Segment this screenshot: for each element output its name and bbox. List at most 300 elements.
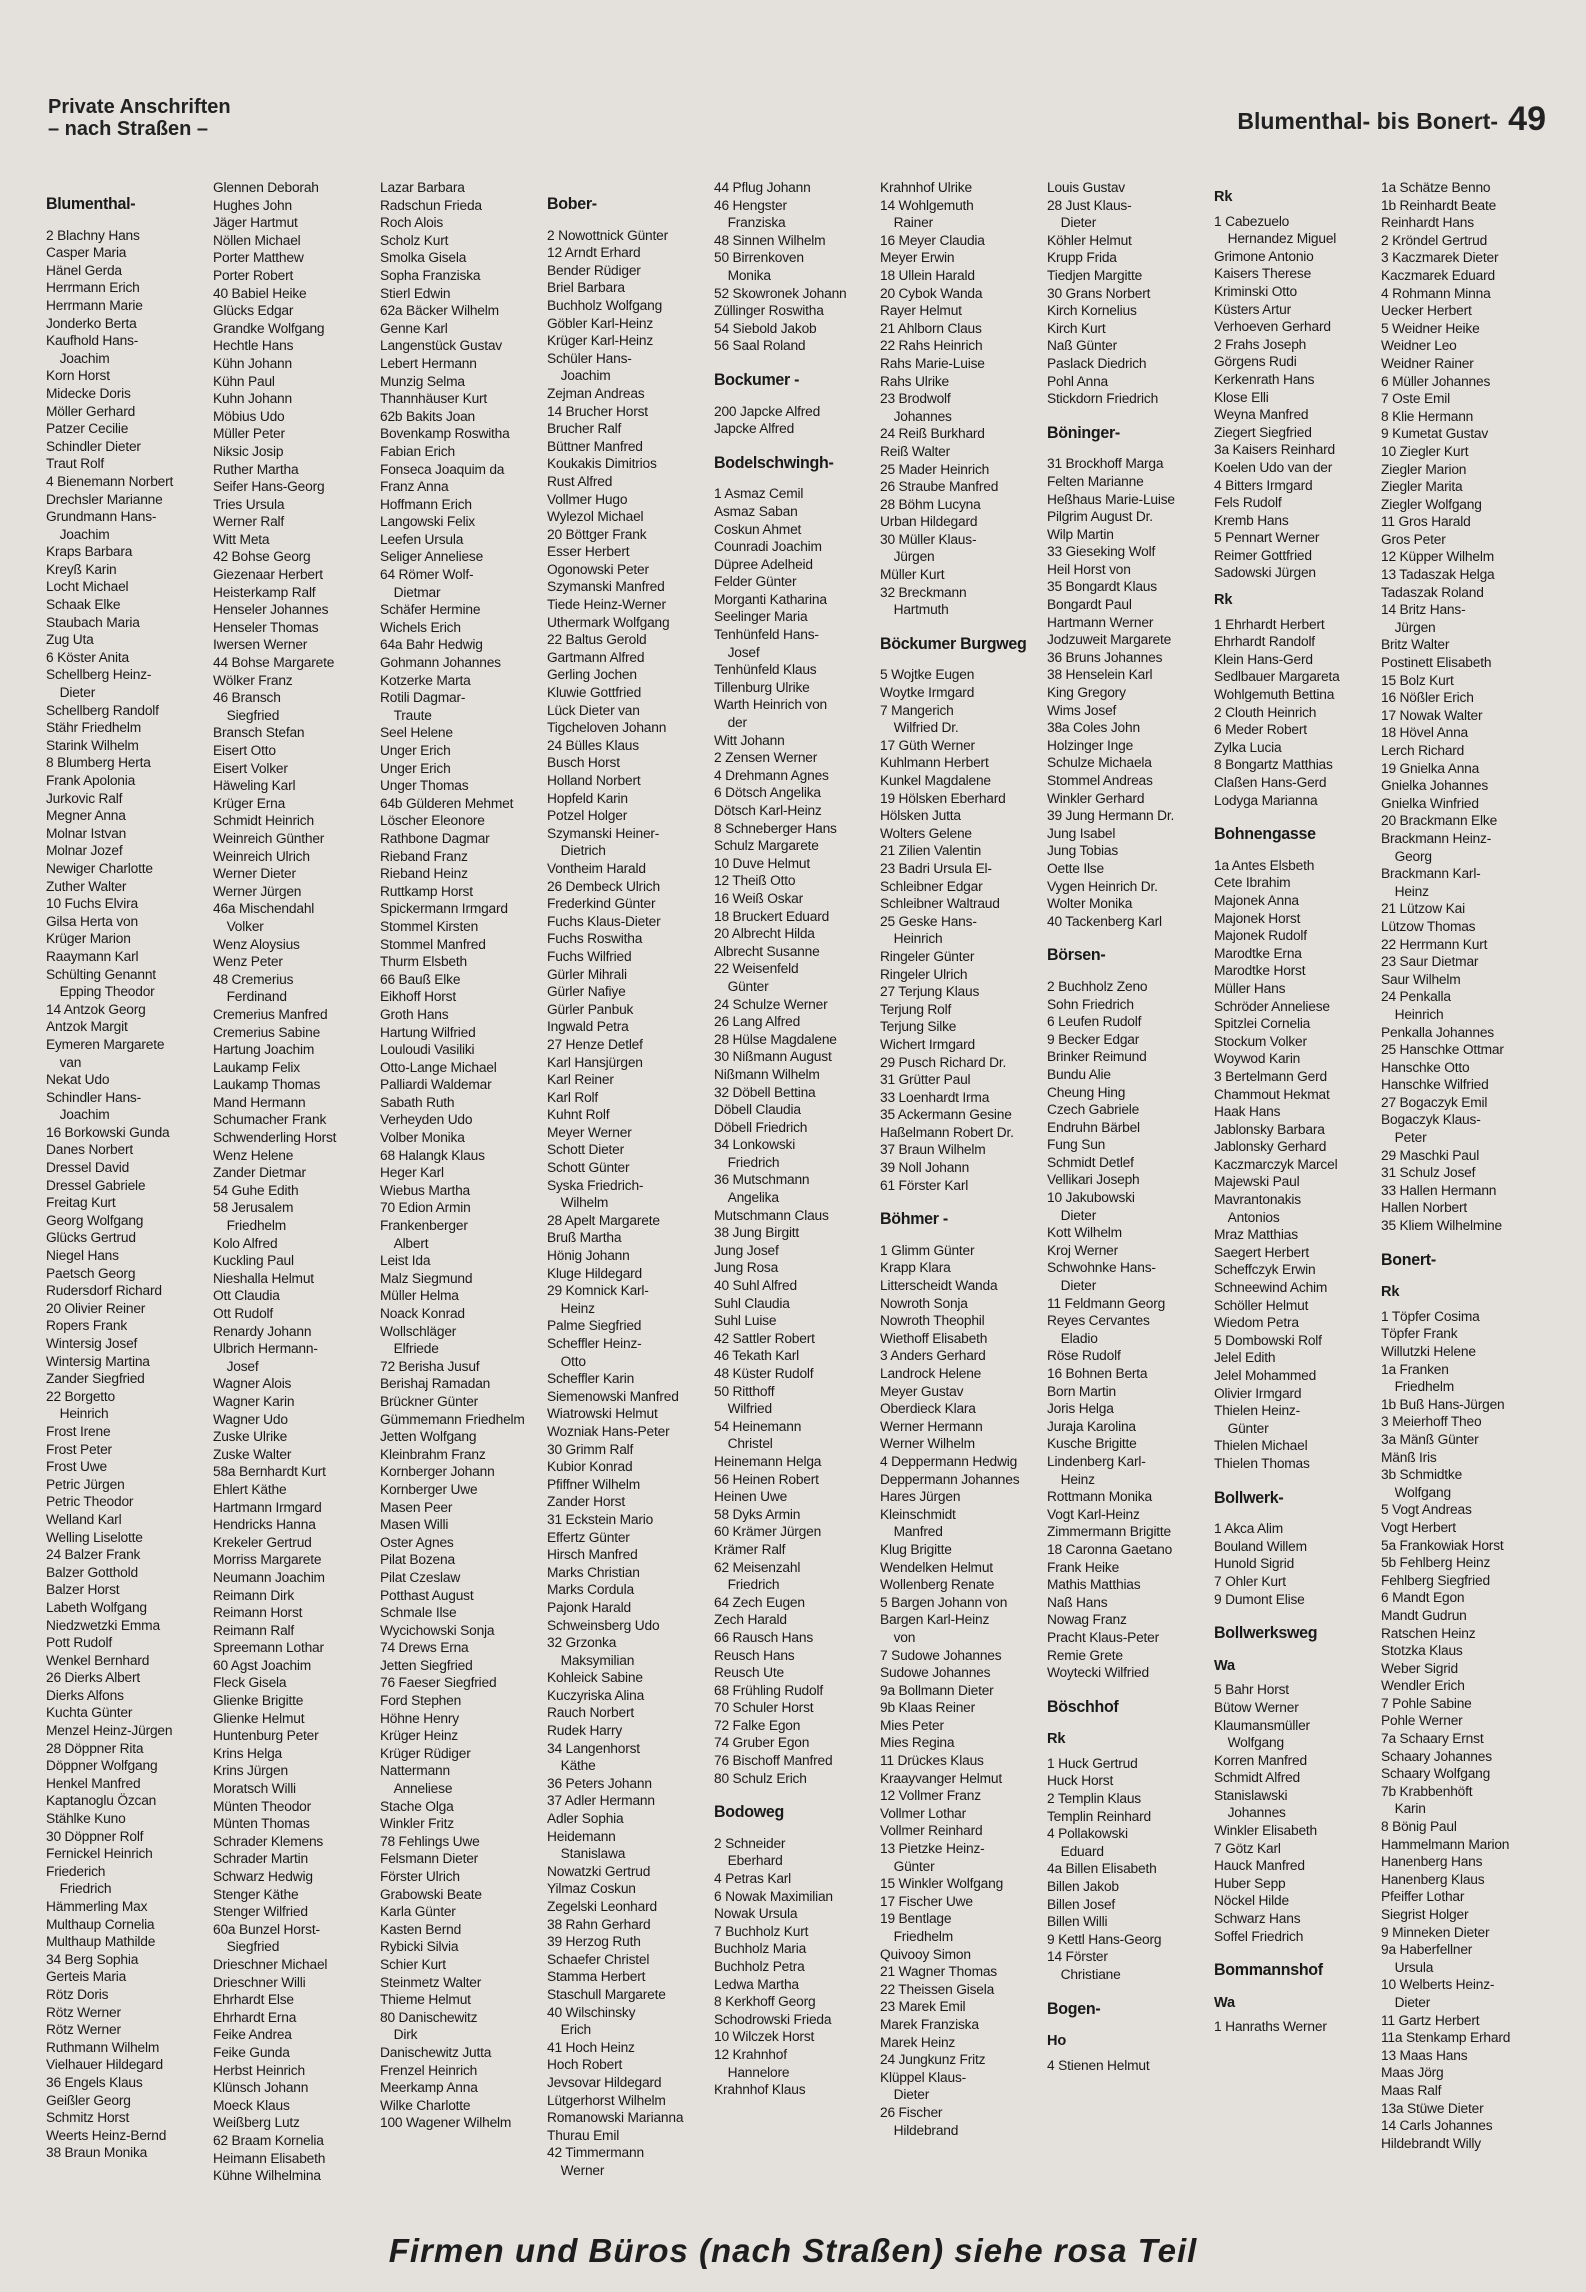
resident-entry: Stommel Manfred	[379, 936, 486, 953]
resident-entry: 14 Carls Johannes	[1381, 2118, 1493, 2135]
resident-entry: 11 Gartz Herbert	[1381, 2012, 1480, 2029]
resident-entry: Chammout Hekmat	[1214, 1086, 1330, 1103]
resident-entry: Krins Helga	[212, 1745, 282, 1762]
resident-entry: 52 Skowronek Johann	[713, 285, 847, 302]
resident-entry: 12 Vollmer Franz	[880, 1788, 982, 1805]
resident-entry: Drieschner Michael	[212, 1956, 328, 1973]
resident-entry: Palme Siegfried	[546, 1318, 641, 1335]
resident-entry: Buchholz Maria	[713, 1941, 806, 1958]
resident-entry: Josef	[226, 1358, 259, 1375]
resident-entry: Zejman Andreas	[546, 385, 645, 402]
resident-entry: 30 Döppner Rolf	[46, 1828, 144, 1845]
resident-entry: Weyna Manfred	[1214, 407, 1309, 424]
resident-entry: 22 Baltus Gerold	[546, 632, 647, 649]
resident-entry: 56 Heinen Robert	[713, 1471, 819, 1488]
page-number: 49	[1508, 100, 1546, 138]
resident-entry: Henseler Johannes	[212, 602, 329, 619]
resident-entry: Mathis Matthias	[1047, 1577, 1141, 1594]
resident-entry: Döbell Friedrich	[713, 1119, 807, 1136]
resident-entry: Volker	[226, 918, 264, 935]
resident-entry: Lück Dieter van	[546, 702, 640, 719]
resident-entry: Wichels Erich	[379, 619, 461, 636]
resident-entry: Kraps Barbara	[46, 544, 133, 561]
resident-entry: Töpfer Frank	[1381, 1326, 1458, 1343]
resident-entry: Kornberger Johann	[379, 1464, 495, 1481]
resident-entry: 68 Frühling Rudolf	[713, 1682, 823, 1699]
resident-entry: Noack Konrad	[379, 1306, 465, 1322]
resident-entry: Kluge Hildegard	[546, 1265, 642, 1282]
resident-entry: Billen Willi	[1047, 1914, 1108, 1931]
resident-entry: Endruhn Bärbel	[1047, 1119, 1141, 1136]
resident-entry: Rathbone Dagmar	[379, 830, 490, 847]
resident-entry: 22 Borgetto	[46, 1388, 116, 1405]
resident-entry: Kornberger Uwe	[379, 1481, 478, 1498]
resident-entry: Schellberg Heinz-	[46, 667, 152, 684]
resident-entry: Sabath Ruth	[379, 1094, 455, 1111]
resident-entry: Stamma Herbert	[546, 1969, 645, 1986]
resident-entry: Klose Elli	[1214, 389, 1269, 406]
resident-entry: 25 Geske Hans-	[880, 913, 978, 930]
resident-entry: Laukamp Thomas	[212, 1077, 321, 1094]
resident-entry: Hendricks Hanna	[212, 1517, 316, 1534]
resident-entry: 24 Reiß Burkhard	[880, 426, 986, 443]
resident-entry: Jelel Edith	[1214, 1350, 1276, 1367]
resident-entry: Kriminski Otto	[1214, 283, 1298, 300]
resident-entry: Lazar Barbara	[379, 180, 465, 196]
resident-entry: Gartmann Alfred	[546, 649, 644, 666]
resident-entry: Tiedjen Margitte	[1047, 267, 1143, 284]
resident-entry: Thielen Thomas	[1214, 1455, 1310, 1472]
resident-entry: Cremerius Manfred	[212, 1006, 328, 1023]
resident-entry: 7 Mangerich	[880, 702, 955, 719]
resident-entry: Josef	[727, 644, 760, 661]
resident-entry: Witt Meta	[212, 531, 270, 548]
resident-entry: 44 Bohse Margarete	[212, 655, 335, 672]
resident-entry: 16 Bohnen Berta	[1047, 1366, 1148, 1382]
resident-entry: Ziegler Marion	[1381, 461, 1467, 478]
resident-entry: Bransch Stefan	[212, 725, 305, 742]
resident-entry: Oette Ilse	[1047, 860, 1105, 877]
resident-entry: Ehrhardt Else	[212, 1992, 294, 2009]
resident-entry: Georg Wolfgang	[46, 1212, 144, 1229]
resident-entry: Billen Jakob	[1047, 1879, 1120, 1896]
resident-entry: Huntenburg Peter	[212, 1728, 319, 1745]
resident-entry: Friederich	[46, 1863, 106, 1880]
resident-entry: 3 Bertelmann Gerd	[1214, 1068, 1328, 1085]
resident-entry: Seifer Hans-Georg	[212, 479, 325, 496]
resident-entry: Esser Herbert	[546, 544, 630, 561]
resident-entry: Herrmann Erich	[46, 280, 140, 297]
resident-entry: Jäger Hartmut	[212, 215, 298, 232]
resident-entry: Reimann Horst	[212, 1605, 303, 1622]
resident-entry: Kuhlmann Herbert	[880, 755, 990, 772]
resident-entry: 56 Saal Roland	[713, 338, 805, 355]
resident-entry: Müller Hans	[1214, 980, 1286, 997]
resident-entry: Uthermark Wolfgang	[546, 614, 670, 631]
resident-entry: Reusch Hans	[713, 1647, 795, 1664]
resident-entry: 34 Langenhorst	[546, 1740, 640, 1757]
resident-entry: 72 Falke Egon	[713, 1717, 800, 1734]
resident-entry: 44 Pflug Johann	[713, 180, 811, 196]
resident-entry: Heil Horst von	[1047, 561, 1132, 578]
resident-entry: Stotzka Klaus	[1381, 1643, 1463, 1660]
resident-entry: Scheffczyk Erwin	[1214, 1262, 1316, 1279]
resident-entry: Schleibner Waltraud	[880, 896, 1001, 913]
resident-entry: 50 Birrenkoven	[713, 250, 804, 267]
resident-entry: 14 Wohlgemuth	[880, 197, 975, 214]
resident-entry: Rudek Harry	[546, 1723, 622, 1740]
resident-entry: 62a Bäcker Wilhelm	[379, 303, 499, 320]
resident-entry: 32 Grzonka	[546, 1635, 616, 1652]
resident-entry: Steinmetz Walter	[379, 1974, 481, 1991]
resident-entry: Kaczmarek Eduard	[1381, 267, 1496, 284]
resident-entry: Weber Sigrid	[1381, 1660, 1459, 1677]
resident-entry: Seelinger Maria	[713, 609, 808, 626]
resident-entry: 35 Ackermann Gesine	[880, 1107, 1013, 1124]
resident-entry: Schwenderling Horst	[212, 1130, 337, 1147]
resident-entry: Pott Rudolf	[46, 1635, 112, 1652]
resident-entry: Nowag Franz	[1047, 1612, 1128, 1629]
resident-entry: Porter Matthew	[212, 250, 304, 267]
resident-entry: Maksymilian	[560, 1652, 634, 1669]
resident-entry: Glücks Gertrud	[46, 1230, 136, 1247]
resident-entry: 8 Bongartz Matthias	[1214, 757, 1333, 774]
resident-entry: Wims Josef	[1047, 702, 1117, 719]
resident-entry: Dietmar	[393, 584, 441, 601]
resident-entry: 31 Schulz Josef	[1381, 1165, 1476, 1182]
resident-entry: Klaumansmüller	[1214, 1717, 1311, 1734]
resident-entry: Schindler Dieter	[46, 438, 141, 455]
resident-entry: Hanenberg Hans	[1381, 1854, 1483, 1871]
resident-entry: Tenhünfeld Klaus	[713, 662, 817, 679]
resident-entry: Dirk	[393, 2027, 418, 2044]
resident-entry: Karin	[1394, 1801, 1426, 1818]
resident-entry: Kleinschmidt	[880, 1506, 957, 1523]
resident-entry: 80 Danischewitz	[379, 2009, 478, 2026]
resident-entry: Langowski Felix	[379, 514, 475, 531]
resident-entry: Zegelski Leonhard	[546, 1899, 657, 1915]
resident-entry: Haßelmann Robert Dr.	[880, 1124, 1015, 1141]
resident-entry: 61 Förster Karl	[880, 1177, 969, 1194]
resident-entry: Löscher Eleonore	[379, 813, 485, 830]
resident-entry: 9a Haberfellner	[1381, 1942, 1473, 1959]
resident-entry: Bouland Willem	[1214, 1538, 1308, 1555]
resident-entry: Schleibner Edgar	[880, 878, 983, 895]
resident-entry: Eisert Volker	[212, 760, 288, 777]
resident-entry: Naß Günter	[1047, 338, 1118, 355]
resident-entry: Hölsken Jutta	[880, 808, 962, 825]
resident-entry: 46 Tekath Karl	[713, 1348, 799, 1365]
resident-entry: Ruthmann Wilhelm	[46, 2039, 160, 2056]
resident-entry: 17 Güth Werner	[880, 737, 976, 754]
resident-entry: Zuther Walter	[46, 878, 127, 895]
resident-entry: Renardy Johann	[212, 1323, 312, 1340]
resident-entry: Counradi Joachim	[713, 539, 822, 556]
resident-entry: Mraz Matthias	[1214, 1227, 1299, 1244]
resident-entry: 7 Buchholz Kurt	[713, 1923, 808, 1940]
resident-entry: Thieme Helmut	[379, 1992, 471, 2009]
resident-entry: Mavrantonakis	[1214, 1192, 1302, 1209]
resident-entry: 12 Theiß Otto	[713, 873, 795, 890]
resident-entry: Ott Claudia	[212, 1288, 280, 1305]
resident-entry: 5 Pennart Werner	[1214, 530, 1320, 547]
resident-entry: Vollmer Hugo	[546, 491, 627, 508]
resident-entry: Schrader Martin	[212, 1851, 308, 1868]
resident-entry: 3b Schmidtke	[1381, 1467, 1463, 1484]
resident-entry: 58a Bernhardt Kurt	[212, 1464, 326, 1481]
resident-entry: Buchholz Wolfgang	[546, 297, 662, 314]
resident-entry: 8 Klie Hermann	[1381, 408, 1474, 425]
header-title-line1: Private Anschriften	[48, 96, 231, 118]
resident-entry: Seel Helene	[379, 725, 453, 742]
resident-entry: Dötsch Karl-Heinz	[713, 803, 822, 819]
street-heading: Bober-	[546, 196, 597, 213]
resident-entry: Saegert Herbert	[1214, 1244, 1310, 1261]
resident-entry: 11a Stenkamp Erhard	[1381, 2030, 1511, 2047]
resident-entry: Jablonsky Barbara	[1214, 1121, 1325, 1138]
resident-entry: Röse Rudolf	[1047, 1348, 1121, 1365]
resident-entry: Romanowski Marianna	[546, 2110, 683, 2127]
resident-entry: Krämer Ralf	[713, 1541, 785, 1558]
resident-entry: Heinrich	[1394, 1006, 1444, 1023]
resident-entry: Felten Marianne	[1047, 473, 1144, 490]
resident-entry: Stähr Friedhelm	[46, 720, 141, 737]
resident-entry: Weidner Leo	[1381, 338, 1457, 355]
resident-entry: 4 Petras Karl	[713, 1871, 791, 1888]
street-heading: Bodelschwingh-	[713, 454, 834, 472]
resident-entry: Potthast August	[379, 1587, 474, 1604]
resident-entry: Kühn Johann	[212, 355, 292, 372]
resident-entry: 12 Krahnhof	[713, 2046, 787, 2063]
resident-entry: Kuckling Paul	[212, 1253, 294, 1270]
resident-entry: Albrecht Susanne	[713, 943, 820, 960]
resident-entry: Fehlberg Siegfried	[1381, 1572, 1491, 1589]
resident-entry: Hönig Johann	[546, 1248, 630, 1265]
resident-entry: 7a Schaary Ernst	[1381, 1731, 1484, 1748]
resident-entry: Glücks Edgar	[212, 303, 294, 320]
resident-entry: Jung Rosa	[713, 1260, 778, 1277]
street-heading: Bockumer -	[713, 371, 799, 389]
resident-entry: van	[59, 1054, 82, 1071]
resident-entry: Cremerius Sabine	[212, 1024, 320, 1041]
resident-entry: Volber Monika	[379, 1130, 465, 1147]
resident-entry: Masen Peer	[379, 1499, 453, 1516]
resident-entry: Balzer Horst	[46, 1582, 120, 1599]
resident-entry: Gürler Nafiye	[546, 984, 626, 1001]
resident-entry: Karl Reiner	[546, 1072, 614, 1089]
resident-entry: 22 Theissen Gisela	[880, 1981, 995, 1998]
resident-entry: 37 Adler Hermann	[546, 1793, 655, 1810]
resident-entry: 36 Mutschmann	[713, 1172, 809, 1189]
resident-entry: Christel	[727, 1436, 773, 1453]
resident-entry: Rottmann Monika	[1047, 1489, 1153, 1506]
resident-entry: Vollmer Lothar	[880, 1805, 967, 1822]
resident-entry: Marek Heinz	[880, 2034, 956, 2051]
resident-entry: Felder Günter	[713, 574, 796, 591]
resident-entry: Deppermann Johannes	[880, 1471, 1020, 1488]
resident-entry: Krins Jürgen	[212, 1763, 288, 1780]
resident-entry: Smolka Gisela	[379, 250, 466, 267]
street-heading: Böckumer Burgweg	[880, 635, 1027, 653]
resident-entry: Schwarz Hedwig	[212, 1869, 313, 1885]
resident-entry: 72 Berisha Jusuf	[379, 1358, 480, 1375]
resident-entry: Effertz Günter	[546, 1529, 630, 1546]
resident-entry: Werner Wilhelm	[880, 1436, 976, 1453]
header-title-line2: – nach Straßen –	[48, 118, 209, 140]
resident-entry: Heßhaus Marie-Luise	[1047, 491, 1176, 508]
resident-entry: 36 Peters Johann	[546, 1775, 652, 1792]
street-heading: Bonert-	[1381, 1251, 1436, 1269]
resident-entry: Hildebrand	[894, 2122, 959, 2139]
resident-entry: Karl Hansjürgen	[546, 1054, 643, 1071]
resident-entry: 15 Winkler Wolfgang	[880, 1876, 1004, 1893]
resident-entry: Weerts Heinz-Bernd	[46, 2127, 167, 2144]
resident-entry: Eikhoff Horst	[379, 989, 456, 1006]
resident-entry: Lützow Thomas	[1381, 918, 1476, 935]
resident-entry: 24 Balzer Frank	[46, 1547, 141, 1564]
resident-entry: Ruther Martha	[212, 461, 299, 478]
resident-entry: 1 Ehrhardt Herbert	[1214, 616, 1325, 633]
resident-entry: 64 Römer Wolf-	[379, 567, 474, 584]
resident-entry: Porter Robert	[212, 267, 293, 284]
resident-entry: Rieband Heinz	[379, 866, 468, 883]
resident-entry: 23 Marek Emil	[880, 1999, 966, 2016]
resident-entry: 62 Braam Kornelia	[212, 2132, 324, 2149]
directory-column-6	[880, 180, 1034, 2230]
resident-entry: Krapp Klara	[880, 1260, 952, 1277]
resident-entry: Friedhelm	[894, 1929, 954, 1945]
resident-entry: Bütow Werner	[1214, 1699, 1299, 1716]
resident-entry: Reusch Ute	[713, 1665, 784, 1682]
resident-entry: Krüger Rüdiger	[379, 1745, 471, 1762]
resident-entry: 200 Japcke Alfred	[713, 403, 820, 420]
resident-entry: Otto	[560, 1353, 586, 1370]
resident-entry: 8 Bönig Paul	[1381, 1819, 1457, 1836]
resident-entry: Schmidt Heinrich	[212, 813, 314, 830]
resident-entry: Johannes	[1227, 1805, 1286, 1822]
resident-entry: Günter	[727, 978, 769, 995]
resident-entry: Zug Uta	[46, 632, 94, 649]
resident-entry: Schaak Elke	[46, 597, 121, 614]
resident-entry: Zech Harald	[713, 1612, 787, 1629]
resident-entry: 80 Schulz Erich	[713, 1770, 807, 1787]
resident-entry: 21 Ahlborn Claus	[880, 320, 983, 337]
resident-entry: 18 Caronna Gaetano	[1047, 1541, 1173, 1558]
resident-entry: Pfeiffer Lothar	[1381, 1889, 1465, 1906]
page-header-left	[48, 96, 231, 140]
resident-entry: 14 Antzok Georg	[46, 1001, 146, 1018]
resident-entry: 1b Buß Hans-Jürgen	[1381, 1396, 1505, 1413]
resident-entry: Rahs Ulrike	[880, 373, 950, 390]
resident-entry: Kroj Werner	[1047, 1242, 1119, 1259]
resident-entry: 14 Brucher Horst	[546, 403, 648, 420]
resident-entry: 29 Maschki Paul	[1381, 1147, 1480, 1164]
resident-entry: Niegel Hans	[46, 1248, 119, 1265]
resident-entry: Leefen Ursula	[379, 531, 463, 548]
resident-entry: Megner Anna	[46, 808, 126, 825]
resident-entry: Winkler Fritz	[379, 1816, 454, 1833]
resident-entry: Vogt Karl-Heinz	[1047, 1506, 1141, 1523]
resident-entry: Freitag Kurt	[46, 1195, 116, 1212]
resident-entry: Bongardt Paul	[1047, 597, 1133, 614]
resident-entry: 24 Jungkunz Fritz	[880, 2052, 986, 2069]
resident-entry: Molnar Istvan	[46, 825, 127, 842]
resident-entry: 48 Cremerius	[212, 971, 294, 988]
resident-entry: Morriss Margarete	[212, 1552, 322, 1569]
resident-entry: Ford Stephen	[379, 1693, 461, 1710]
resident-entry: Hildebrandt Willy	[1381, 2135, 1482, 2152]
resident-entry: Heinrich	[894, 931, 943, 948]
resident-entry: Pfiffner Wilhelm	[546, 1476, 640, 1493]
resident-entry: Stache Olga	[379, 1798, 454, 1815]
resident-entry: 58 Jerusalem	[212, 1200, 294, 1217]
resident-entry: Schier Kurt	[379, 1956, 446, 1973]
resident-entry: Traut Rolf	[46, 456, 104, 473]
directory-column-7	[1047, 180, 1201, 2230]
resident-entry: 31 Eckstein Mario	[546, 1511, 653, 1528]
resident-entry: 36 Engels Klaus	[46, 2074, 143, 2091]
resident-entry: Mies Regina	[880, 1735, 955, 1752]
resident-entry: Kohleick Sabine	[546, 1670, 643, 1687]
resident-entry: 23 Saur Dietmar	[1381, 954, 1479, 971]
resident-entry: Tenhünfeld Hans-	[713, 627, 819, 644]
resident-entry: Thannhäuser Kurt	[379, 391, 487, 408]
resident-entry: Ropers Frank	[46, 1318, 128, 1335]
resident-entry: Genne Karl	[379, 320, 448, 337]
resident-entry: Zander Siegfried	[46, 1371, 145, 1388]
street-heading: Blumenthal-	[46, 196, 136, 213]
resident-entry: Joris Helga	[1047, 1401, 1115, 1418]
resident-entry: 28 Döppner Rita	[46, 1740, 144, 1757]
resident-entry: Ehrhardt Erna	[212, 2009, 297, 2026]
resident-entry: Olivier Irmgard	[1214, 1385, 1302, 1402]
resident-entry: Nöckel Hilde	[1214, 1893, 1290, 1910]
resident-entry: Ringeler Günter	[880, 948, 975, 965]
resident-entry: Hares Jürgen	[880, 1489, 961, 1506]
resident-entry: 39 Jung Hermann Dr.	[1047, 808, 1175, 825]
resident-entry: 28 Just Klaus-	[1047, 197, 1132, 214]
resident-entry: 64a Bahr Hedwig	[379, 637, 483, 654]
resident-entry: 10 Wilczek Horst	[713, 2029, 814, 2046]
resident-entry: Japcke Alfred	[713, 421, 794, 438]
resident-entry: Maas Jörg	[1381, 2065, 1444, 2082]
resident-entry: Friedhelm	[1394, 1379, 1455, 1396]
resident-entry: Albert	[393, 1235, 429, 1252]
resident-entry: Hechtle Hans	[212, 338, 294, 355]
resident-entry: Verhoeven Gerhard	[1214, 319, 1332, 336]
resident-entry: Schindler Hans-	[46, 1089, 141, 1106]
resident-entry: Angelika	[727, 1190, 779, 1207]
resident-entry: Paetsch Georg	[46, 1265, 136, 1282]
resident-entry: 4 Drehmann Agnes	[713, 767, 829, 784]
resident-entry: Gohmann Johannes	[379, 655, 501, 672]
resident-entry: 16 Borkowski Gunda	[46, 1124, 170, 1141]
resident-entry: Tillenburg Ulrike	[713, 679, 810, 696]
resident-entry: Heinemann Helga	[713, 1453, 821, 1470]
resident-entry: Britz Walter	[1381, 637, 1450, 654]
resident-entry: 1 Cabezuelo	[1214, 213, 1290, 230]
resident-entry: Frost Uwe	[46, 1459, 107, 1476]
resident-entry: 2 Templin Klaus	[1047, 1791, 1142, 1808]
resident-entry: 6 Müller Johannes	[1381, 373, 1491, 390]
resident-entry: Görgens Rudi	[1214, 354, 1297, 371]
resident-entry: Dierks Alfons	[46, 1687, 124, 1704]
resident-entry: 38 Henselein Karl	[1047, 667, 1153, 684]
resident-entry: Wenz Aloysius	[212, 936, 300, 953]
resident-entry: Drechsler Marianne	[46, 491, 163, 508]
resident-entry: 20 Brackmann Elke	[1381, 813, 1498, 830]
resident-entry: Feike Gunda	[212, 2044, 290, 2061]
